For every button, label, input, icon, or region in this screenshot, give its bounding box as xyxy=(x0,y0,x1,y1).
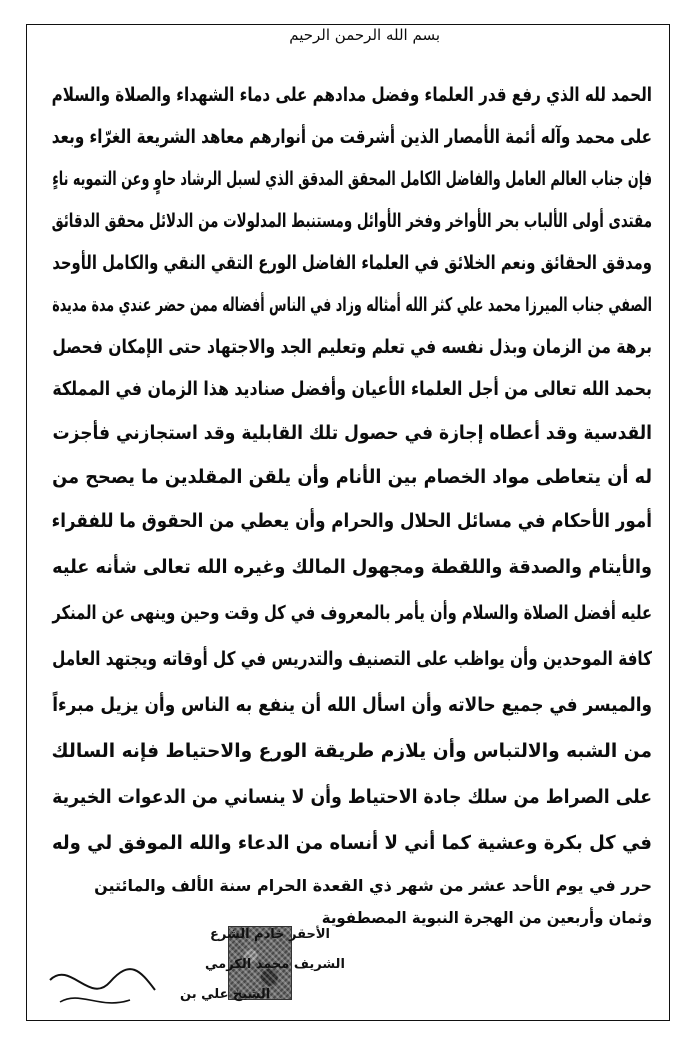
text-line-6: الصفي جناب الميرزا محمد علي كثر الله أمثاله وزاد في الناس أفضاله ممن حضر عندي مدة مديدة xyxy=(52,294,653,316)
text-line-9: القدسية وقد أعطاه إجازة في حصول تلك القابلية وقد استجازني فأجزت xyxy=(52,422,652,444)
text-line-11: أمور الأحكام في مسائل الحلال والحرام وأن يعطي من الحقوق ما للفقراء xyxy=(51,510,653,532)
text-line-16: من الشبه والالتباس وأن يلازم طريقة الورع والاحتياط فإنه السالك xyxy=(51,740,652,762)
signature-line-3: الشيخ علي بن xyxy=(180,987,271,1002)
colophon-line-1: حرر في يوم الأحد عشر من شهر ذي القعدة الحرام سنة الألف والمائتين xyxy=(94,876,652,895)
signature-line-1: الأحقر خادم الشرع xyxy=(210,927,330,942)
text-line-7: برهة من الزمان وبذل نفسه في تعلم وتعليم الجد والاجتهاد حتى الإمكان فحصل xyxy=(52,336,652,358)
text-line-18: في كل بكرة وعشية كما أني لا أنساه من الدعاء والله الموفق لي وله xyxy=(51,832,653,854)
basmala-heading: بسم الله الرحمن الرحيم xyxy=(289,26,440,44)
text-line-10: له أن يتعاطى مواد الخصام بين الأنام وأن يلقن المقلدين ما يصحح من xyxy=(52,466,652,488)
text-line-14: كافة الموحدين وأن يواظب على التصنيف والتدريس في كل أوقاته ويجتهد العامل xyxy=(52,648,652,670)
handwritten-signature xyxy=(40,910,345,1015)
colophon-line-2: وثمان وأربعين من الهجرة النبوية المصطفوية xyxy=(321,908,652,927)
signature-block xyxy=(40,910,345,1015)
text-line-13: عليه أفضل الصلاة والسلام وأن يأمر بالمعروف في كل وقت وحين وينهى عن المنكر xyxy=(52,602,652,624)
text-line-15: والميسر في جميع حالاته وأن اسأل الله أن ينفع به الناس وأن يزيل مبرءاً xyxy=(52,694,652,716)
text-line-1: الحمد لله الذي رفع قدر العلماء وفضل مدادهم على دماء الشهداء والصلاة والسلام xyxy=(51,84,652,106)
text-line-3: فإن جناب العالم العامل والفاضل الكامل المحقق المدقق الذي لسبل الرشاد حاوٍ وعن التمويه ناءٍ xyxy=(52,168,653,190)
text-line-12: والأيتام والصدقة واللقطة ومجهول المالك وغيره الله تعالى شأنه عليه xyxy=(52,556,652,578)
text-line-17: على الصراط من سلك جادة الاحتياط وأن لا ينساني من الدعوات الخيرية xyxy=(52,786,653,808)
text-line-8: بحمد الله تعالى من أجل العلماء الأعيان وأفضل صناديد هذا الزمان في المملكة xyxy=(52,378,652,400)
text-line-4: مقتدى أولى الألباب بحر الأواخر وفخر الأوائل ومستنبط المدلولات من الدلائل محقق الدقائق xyxy=(51,210,653,232)
text-line-5: ومدقق الحقائق ونعم الخلائق في العلماء الفاضل الورع التقي النقي والكامل الأوحد xyxy=(52,252,652,274)
signature-line-2: الشريف محمد الكرمي xyxy=(205,957,345,972)
text-line-2: على محمد وآله أئمة الأمصار الذين أشرقت من أنوارهم معاهد الشريعة الغرّاء وبعد xyxy=(51,126,652,148)
manuscript-text xyxy=(40,0,660,1045)
